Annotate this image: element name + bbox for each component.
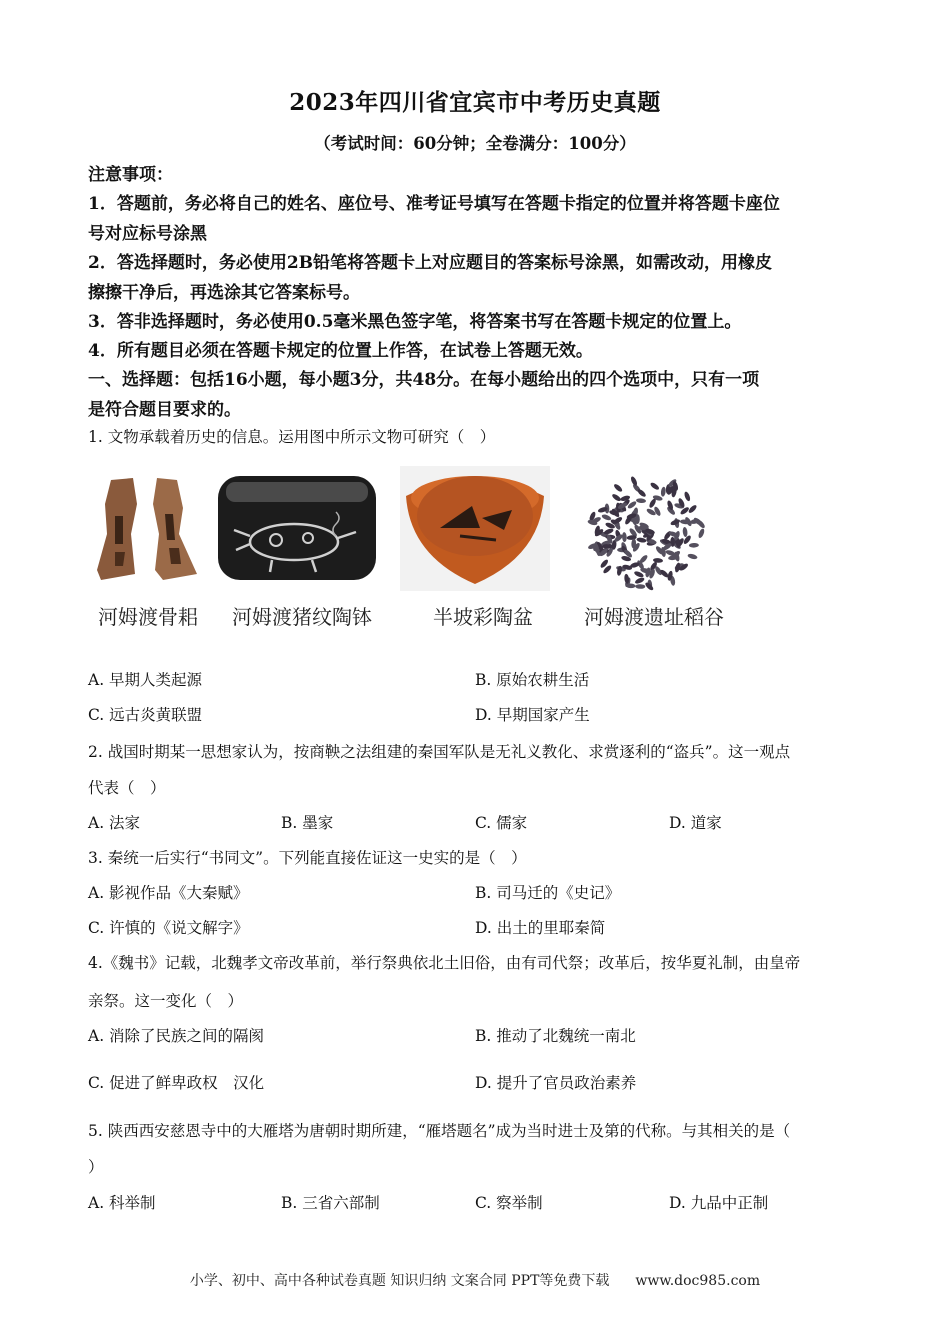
question-3-stem: 3. 秦统一后实行“书同文”。下列能直接佐证这一史实的是（ ） [88, 849, 527, 867]
q4-option-a: A. 消除了民族之间的隔阂 [88, 1027, 265, 1045]
q5-option-a: A. 科举制 [88, 1194, 156, 1212]
rice-grain [682, 534, 692, 545]
rice-grain [611, 493, 622, 503]
rice-grain [636, 537, 647, 543]
footer-site-link[interactable]: www.doc985.com [635, 1273, 761, 1289]
rice-grain [634, 576, 645, 584]
q1-option-b: B. 原始农耕生活 [475, 671, 590, 689]
notice-item-3: 3．答非选择题时，务必使用0.5毫米黑色签字笔，将答案书写在答题卡规定的位置上。 [88, 312, 742, 332]
rice-grain [689, 543, 699, 548]
rice-grain [660, 486, 666, 496]
notice-item-2: 2．答选择题时，务必使用2B铅笔将答题卡上对应题目的答案标号涂黑，如需改动，用橡皮 [88, 253, 773, 273]
q4-option-c: C. 促进了鲜卑政权 汉化 [88, 1074, 265, 1092]
q1-option-c: C. 远古炎黄联盟 [88, 706, 203, 724]
pig-pattern-bowl-image [216, 472, 378, 584]
q3-option-a: A. 影视作品《大秦赋》 [88, 884, 249, 902]
question-5-stem-cont: ） [88, 1158, 104, 1176]
rice-grain [635, 584, 645, 589]
q5-option-b: B. 三省六部制 [281, 1194, 380, 1212]
rice-grain [653, 558, 663, 563]
notice-item-1: 1．答题前，务必将自己的姓名、座位号、准考证号填写在答题卡指定的位置并将答题卡座位 [88, 194, 780, 214]
question-2-stem-cont: 代表（ ） [88, 779, 166, 797]
q3-option-b: B. 司马迁的《史记》 [475, 884, 621, 902]
question-5-stem: 5. 陕西西安慈恩寺中的大雁塔为唐朝时期所建，“雁塔题名”成为当时进士及第的代称。与其相关的是（ [88, 1122, 791, 1140]
q3-option-c: C. 许慎的《说文解字》 [88, 919, 249, 937]
footer-text: 小学、初中、高中各种试卷真题 知识归纳 文案合同 PPT等免费下载 [189, 1273, 610, 1289]
caption-pig-bowl: 河姆渡猪纹陶钵 [232, 605, 372, 629]
q2-option-d: D. 道家 [669, 814, 722, 832]
rice-grain [649, 481, 660, 491]
rice-grain [601, 513, 612, 521]
exam-info: （考试时间：60分钟；全卷满分：100分） [314, 134, 636, 153]
q3-option-d: D. 出土的里耶秦简 [475, 919, 606, 937]
notice-heading: 注意事项： [88, 165, 173, 185]
question-2-stem: 2. 战国时期某一思想家认为，按商鞅之法组建的秦国军队是无礼义教化、求赏逐利的“盗兵”。这一观点 [88, 743, 791, 761]
question-1-figures [88, 466, 778, 641]
q1-option-a: A. 早期人类起源 [88, 671, 203, 689]
section-heading: 一、选择题：包括16小题，每小题3分，共48分。在每小题给出的四个选项中，只有一项 [88, 370, 760, 390]
q2-option-a: A. 法家 [88, 814, 141, 832]
rice-grain [683, 491, 691, 502]
notice-item-4: 4．所有题目必须在答题卡规定的位置上作答，在试卷上答题无效。 [88, 341, 593, 361]
rice-grains-image [580, 470, 712, 594]
question-4-stem: 4.《魏书》记载，北魏孝文帝改革前，举行祭典依北土旧俗，由有司代祭；改革后，按华夏礼制，由皇帝 [88, 954, 801, 972]
rice-grain [622, 532, 627, 542]
caption-rice: 河姆渡遗址稻谷 [584, 605, 724, 629]
page-footer [0, 1270, 950, 1290]
q2-option-c: C. 儒家 [475, 814, 528, 832]
q4-option-d: D. 提升了官员政治素养 [475, 1074, 637, 1092]
q5-option-d: D. 九品中正制 [669, 1194, 769, 1212]
rice-grain [687, 504, 697, 514]
caption-bone-spade: 河姆渡骨耜 [98, 605, 198, 629]
q2-option-b: B. 墨家 [281, 814, 334, 832]
page-title: 2023年四川省宜宾市中考历史真题 [289, 89, 661, 116]
question-1-stem: 1. 文物承载着历史的信息。运用图中所示文物可研究（ ） [88, 428, 496, 446]
rice-grain [613, 483, 624, 493]
q4-option-b: B. 推动了北魏统一南北 [475, 1027, 636, 1045]
rice-grain [682, 527, 688, 537]
bone-spade-image [93, 474, 203, 584]
q1-option-d: D. 早期国家产生 [475, 706, 590, 724]
rice-grain [636, 498, 646, 503]
notice-item-2-cont: 擦擦干净后，再选涂其它答案标号。 [88, 283, 360, 303]
caption-painted-basin: 半坡彩陶盆 [433, 605, 533, 629]
notice-item-1-cont: 号对应标号涂黑 [88, 224, 207, 244]
rice-grain [697, 528, 705, 539]
question-4-stem-cont: 亲祭。这一变化（ ） [88, 992, 244, 1010]
q5-option-c: C. 察举制 [475, 1194, 543, 1212]
painted-basin-image [400, 466, 550, 591]
rice-grain [687, 553, 698, 560]
section-heading-cont: 是符合题目要求的。 [88, 400, 241, 420]
